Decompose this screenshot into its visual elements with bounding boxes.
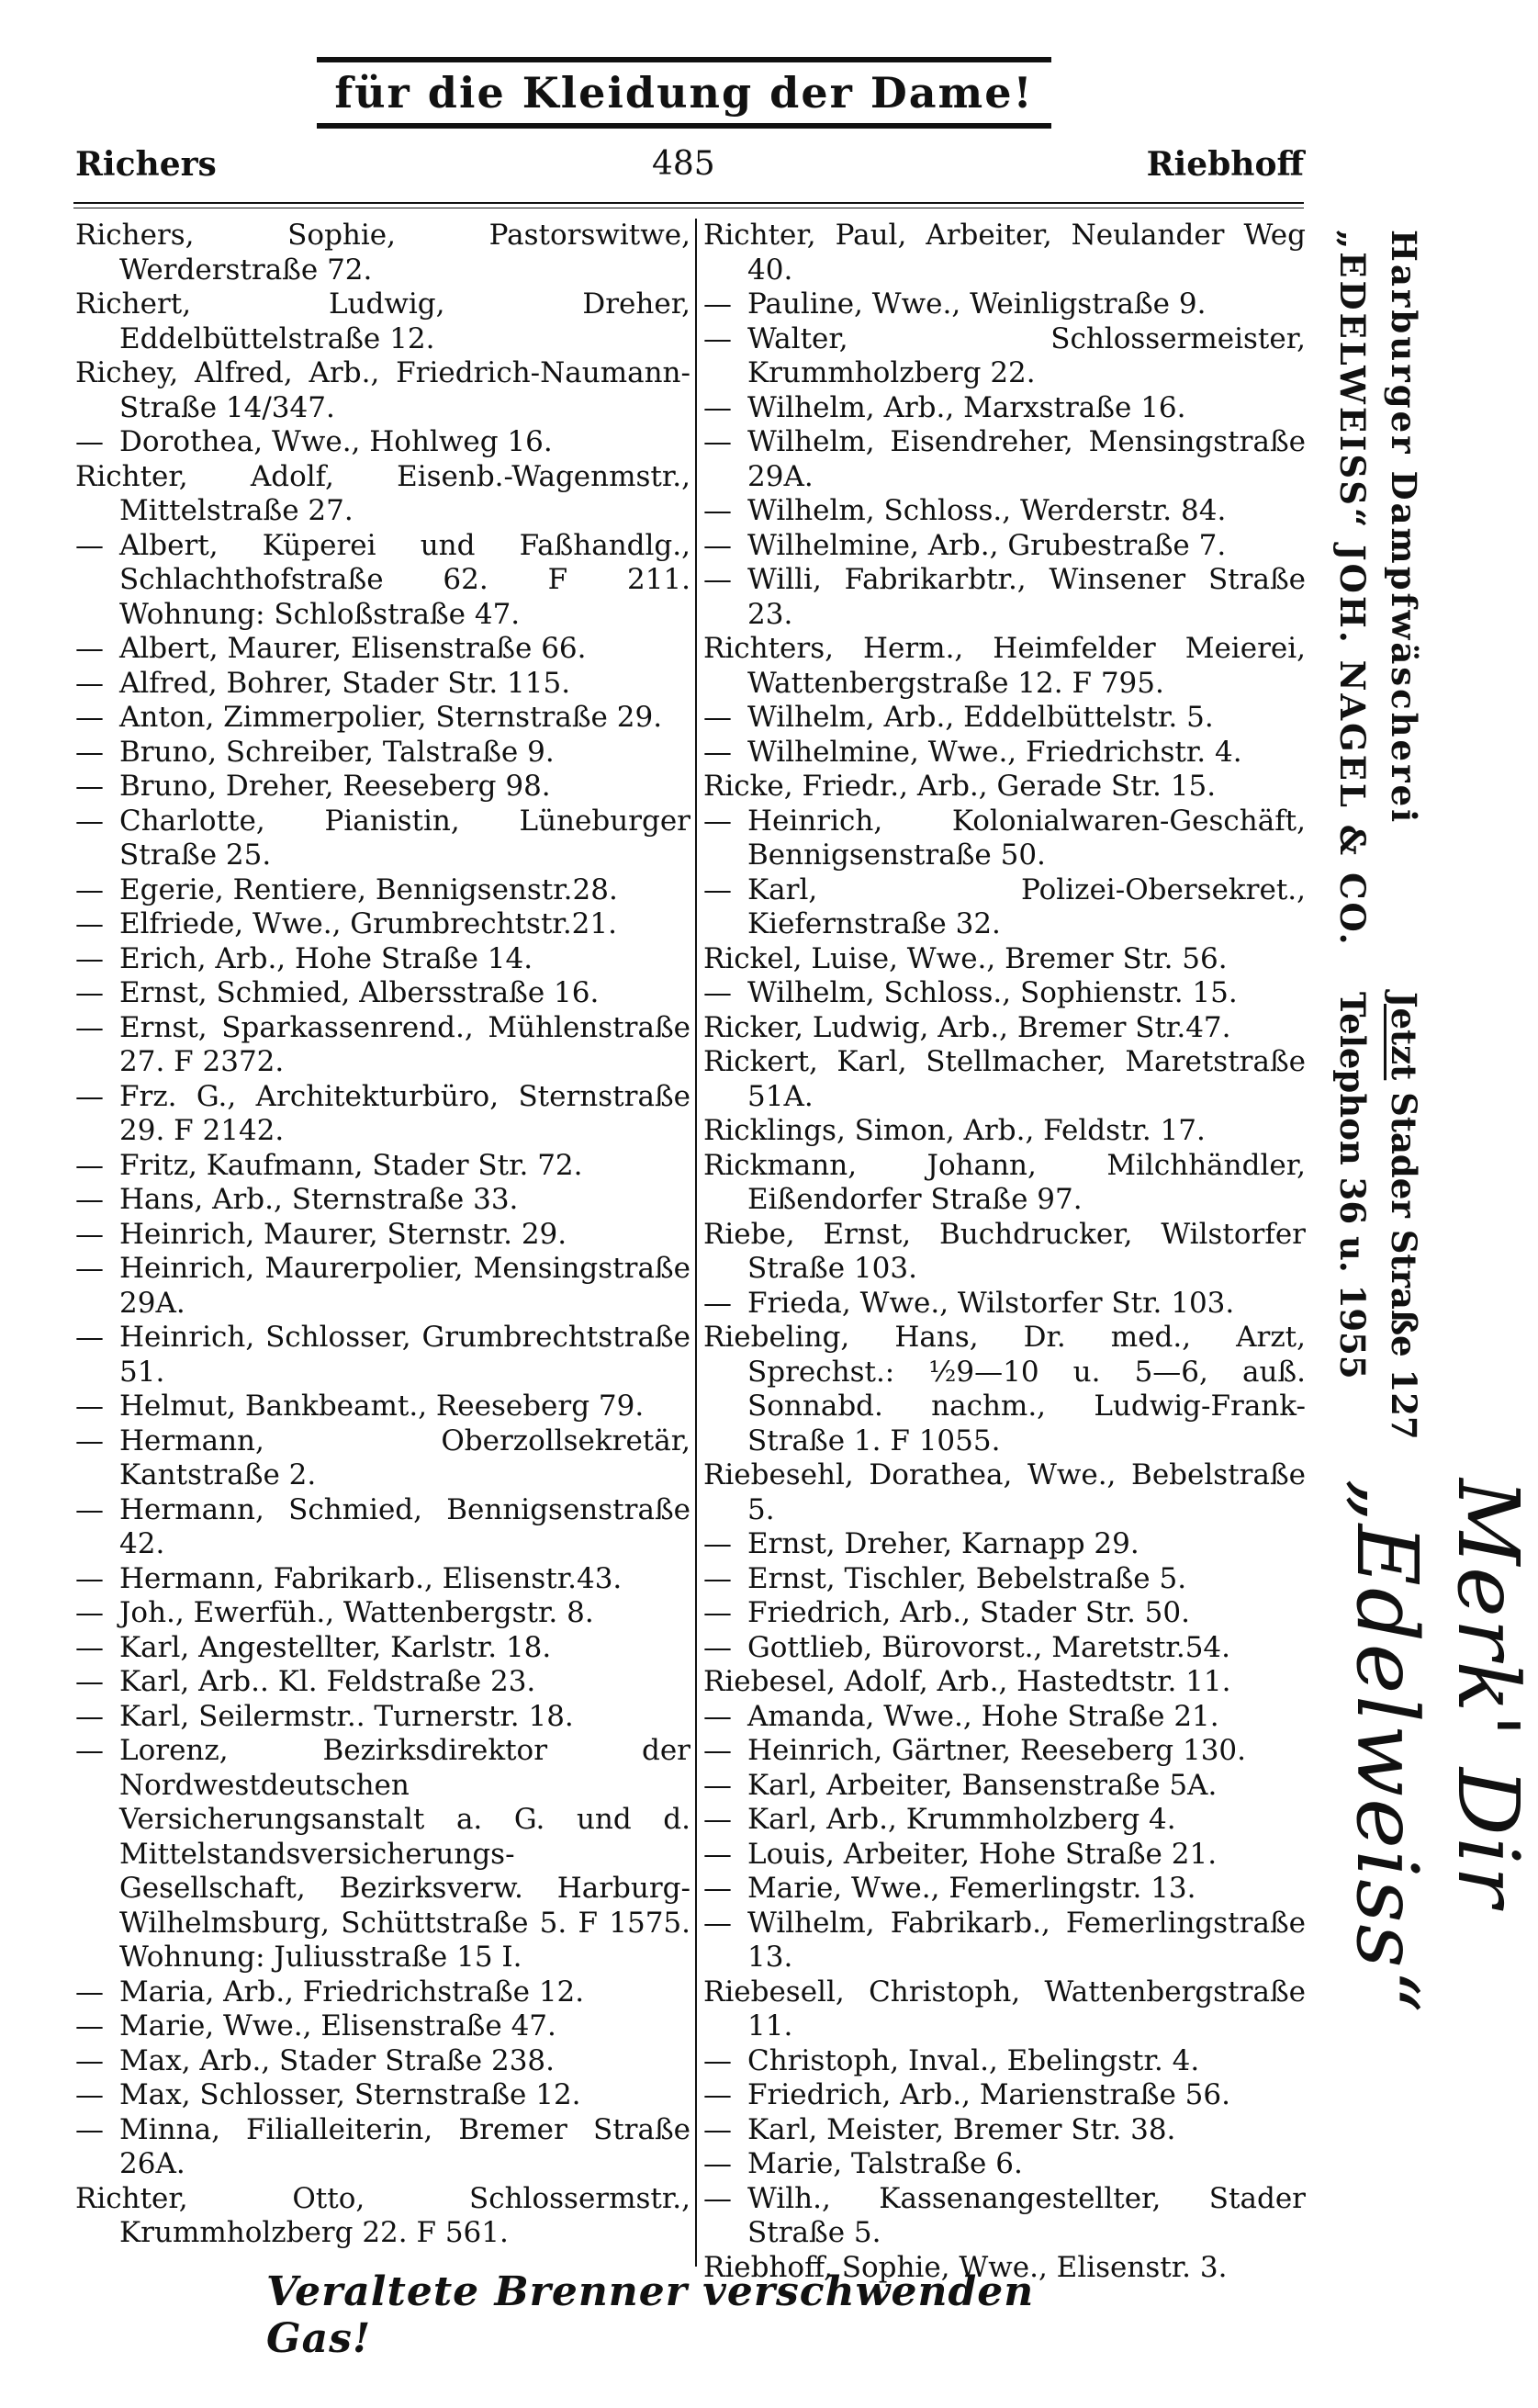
entry-text: Wilh., Kassenangestellter, Stader Straße 5. (747, 2181, 1306, 2249)
directory-subentry (75, 2078, 690, 2113)
directory-entry (75, 460, 690, 529)
directory-subentry (75, 632, 690, 667)
entry-text: Wilhelm, Schloss., Werderstr. 84. (747, 494, 1227, 527)
directory-subentry (703, 1700, 1306, 1735)
directory-subentry (75, 770, 690, 805)
directory-subentry (75, 976, 690, 1011)
repeat-dash: — (75, 2078, 104, 2111)
repeat-dash: — (703, 804, 732, 838)
entry-text: Max, Arb., Stader Straße 238. (119, 2043, 555, 2077)
entry-text: Amanda, Wwe., Hohe Straße 21. (747, 1699, 1219, 1733)
repeat-dash: — (703, 1527, 732, 1560)
directory-entry (703, 219, 1306, 287)
entry-text: Wilhelm, Fabrikarb., Femerlingstraße 13. (747, 1906, 1306, 1974)
side-advertisement-laundry: Harburger Dampfwäscherei „EDELWEISS“ JOH. NAGEL & CO. (1332, 230, 1424, 948)
repeat-dash: — (75, 1975, 104, 2009)
entry-text: Albert, Maurer, Elisenstraße 66. (119, 632, 587, 665)
repeat-dash: — (75, 872, 104, 906)
entry-text: Joh., Ewerfüh., Wattenbergstr. 8. (119, 1596, 594, 1629)
entry-text: Heinrich, Maurer, Sternstr. 29. (119, 1217, 567, 1251)
repeat-dash: — (703, 390, 732, 424)
repeat-dash: — (703, 287, 732, 321)
repeat-dash: — (703, 735, 732, 769)
entry-text: Riebesehl, Dorathea, Wwe., Bebelstraße 5. (703, 1458, 1306, 1526)
directory-subentry (703, 2113, 1306, 2148)
entry-text: Fritz, Kaufmann, Stader Str. 72. (119, 1148, 583, 1182)
repeat-dash: — (75, 2009, 104, 2042)
repeat-dash: — (75, 1010, 104, 1044)
directory-subentry (703, 1872, 1306, 1907)
repeat-dash: — (75, 1561, 104, 1595)
repeat-dash: — (703, 1699, 732, 1733)
entry-text: Rickmann, Johann, Milchhändler, Eißendorfer Straße 97. (703, 1148, 1306, 1216)
directory-subentry (703, 1596, 1306, 1631)
entry-text: Ernst, Dreher, Karnapp 29. (747, 1527, 1139, 1560)
entry-text: Albert, Küperei und Faßhandlg., Schlachthofstraße 62. F 211. Wohnung: Schloßstraße 47. (119, 528, 690, 631)
directory-entry (703, 1458, 1306, 1527)
directory-subentry (75, 1252, 690, 1321)
repeat-dash: — (75, 804, 104, 838)
directory-subentry (75, 1596, 690, 1631)
directory-subentry (75, 1424, 690, 1493)
directory-subentry (75, 2009, 690, 2044)
directory-subentry (75, 942, 690, 977)
entry-text: Karl, Arb.. Kl. Feldstraße 23. (119, 1665, 536, 1698)
entry-text: Marie, Talstraße 6. (747, 2147, 1023, 2180)
repeat-dash: — (75, 1630, 104, 1664)
entry-text: Bruno, Schreiber, Talstraße 9. (119, 735, 555, 769)
entry-text: Riebesell, Christoph, Wattenbergstraße 11. (703, 1975, 1306, 2042)
top-banner: für die Kleidung der Dame! (317, 57, 1051, 129)
directory-entry (703, 1114, 1306, 1149)
left-column (75, 219, 690, 2267)
directory-subentry (703, 736, 1306, 771)
repeat-dash: — (703, 2147, 732, 2180)
repeat-dash: — (703, 425, 732, 458)
entry-text: Richters, Herm., Heimfelder Meierei, Wattenbergstraße 12. F 795. (703, 632, 1306, 700)
directory-subentry (75, 873, 690, 908)
entry-text: Dorothea, Wwe., Hohlweg 16. (119, 425, 553, 458)
entry-text: Hermann, Schmied, Bennigsenstraße 42. (119, 1492, 690, 1560)
entry-text: Riebeling, Hans, Dr. med., Arzt, Sprechst.: ½9—10 u. 5—6, auß. Sonnabd. nachm., Ludwig-Frank-Straße 1. F 1055. (703, 1321, 1306, 1457)
directory-subentry (75, 529, 690, 633)
directory-subentry (75, 701, 690, 736)
entry-text: Karl, Angestellter, Karlstr. 18. (119, 1630, 552, 1664)
repeat-dash: — (75, 735, 104, 769)
directory-subentry (75, 2113, 690, 2182)
repeat-dash: — (75, 701, 104, 734)
repeat-dash: — (703, 1837, 732, 1871)
directory-entry (703, 1218, 1306, 1287)
repeat-dash: — (703, 1872, 732, 1905)
entry-text: Heinrich, Kolonialwaren-Geschäft, Bennigsenstraße 50. (747, 804, 1306, 872)
entry-text: Karl, Arb., Krummholzberg 4. (747, 1803, 1176, 1836)
entry-text: Ricklings, Simon, Arb., Feldstr. 17. (703, 1114, 1206, 1147)
repeat-dash: — (703, 2181, 732, 2215)
directory-subentry (703, 805, 1306, 873)
repeat-dash: — (75, 941, 104, 975)
directory-entry (703, 1149, 1306, 1218)
repeat-dash: — (75, 1492, 104, 1526)
repeat-dash: — (703, 1803, 732, 1836)
entry-text: Richert, Ludwig, Dreher, Eddelbüttelstraße 12. (75, 287, 690, 355)
entry-text: Richter, Otto, Schlossermstr., Krummholzberg 22. F 561. (75, 2181, 690, 2249)
entry-text: Wilhelmine, Arb., Grubestraße 7. (747, 528, 1227, 562)
entry-text: Heinrich, Schlosser, Grumbrechtstraße 51. (119, 1321, 690, 1389)
directory-subentry (75, 1149, 690, 1184)
entry-text: Anton, Zimmerpolier, Sternstraße 29. (119, 701, 663, 734)
repeat-dash: — (703, 1734, 732, 1767)
directory-subentry (75, 736, 690, 771)
entry-text: Richter, Paul, Arbeiter, Neulander Weg 40. (703, 219, 1306, 287)
repeat-dash: — (75, 1079, 104, 1113)
repeat-dash: — (703, 494, 732, 527)
directory-subentry (75, 1734, 690, 1975)
directory-subentry (703, 1838, 1306, 1873)
directory-subentry (703, 1734, 1306, 1769)
header-rule (73, 202, 1304, 204)
entry-text: Karl, Meister, Bremer Str. 38. (747, 2112, 1176, 2146)
repeat-dash: — (703, 321, 732, 355)
directory-subentry (703, 1769, 1306, 1804)
directory-subentry (703, 873, 1306, 942)
repeat-dash: — (703, 2043, 732, 2077)
directory-subentry (703, 2044, 1306, 2079)
repeat-dash: — (703, 1286, 732, 1320)
directory-entry (703, 942, 1306, 977)
directory-entry (703, 1011, 1306, 1046)
entry-text: Karl, Arbeiter, Bansenstraße 5A. (747, 1768, 1218, 1802)
right-column (703, 219, 1306, 2284)
repeat-dash: — (75, 1734, 104, 1767)
repeat-dash: — (75, 907, 104, 940)
directory-subentry (75, 1390, 690, 1424)
repeat-dash: — (75, 770, 104, 803)
entry-text: Elfriede, Wwe., Grumbrechtstr.21. (119, 907, 617, 940)
entry-text: Christoph, Inval., Ebelingstr. 4. (747, 2043, 1200, 2077)
directory-subentry (703, 1803, 1306, 1838)
entry-text: Hermann, Fabrikarb., Elisenstr.43. (119, 1561, 623, 1595)
side-advertisement-slogan: Merk' Dir „Edelweiss“ (1338, 1479, 1537, 2015)
side-advertisement-phone: Stader Straße 127 Telephon 36 u. 1955 (1332, 992, 1424, 1440)
entry-text: Egerie, Rentiere, Bennigsenstr.28. (119, 872, 618, 906)
repeat-dash: — (75, 632, 104, 665)
entry-text: Louis, Arbeiter, Hohe Straße 21. (747, 1837, 1218, 1871)
repeat-dash: — (703, 976, 732, 1009)
repeat-dash: — (703, 1596, 732, 1629)
repeat-dash: — (75, 2043, 104, 2077)
repeat-dash: — (703, 563, 732, 596)
header-first-entry: Richers (75, 145, 217, 184)
entry-text: Lorenz, Bezirksdirektor der Nordwestdeutschen Versicherungsanstalt a. G. und d. Mittelstandsversicherungs-Gesellschaft, Bezirksverw. Harburg-Wilhelmsburg, Schüttstraße 5. F 1575. Wohnung: Juliusstraße 15 I. (119, 1734, 690, 1974)
repeat-dash: — (75, 1217, 104, 1251)
entry-text: Richey, Alfred, Arb., Friedrich-Naumann-Straße 14/347. (75, 356, 690, 424)
entry-text: Richter, Adolf, Eisenb.-Wagenmstr., Mittelstraße 27. (75, 459, 690, 527)
directory-subentry (75, 1493, 690, 1562)
entry-text: Charlotte, Pianistin, Lüneburger Straße 25. (119, 804, 690, 872)
directory-subentry (703, 322, 1306, 391)
repeat-dash: — (75, 976, 104, 1009)
repeat-dash: — (75, 1423, 104, 1457)
entry-text: Heinrich, Maurerpolier, Mensingstraße 29A. (119, 1252, 690, 1320)
directory-subentry (703, 425, 1306, 494)
repeat-dash: — (75, 1390, 104, 1423)
repeat-dash: — (703, 872, 732, 906)
directory-subentry (703, 2147, 1306, 2182)
entry-text: Walter, Schlossermeister, Krummholzberg 22. (747, 321, 1306, 389)
directory-subentry (75, 1183, 690, 1218)
repeat-dash: — (703, 2112, 732, 2146)
directory-subentry (703, 287, 1306, 322)
entry-text: Ernst, Schmied, Albersstraße 16. (119, 976, 600, 1009)
repeat-dash: — (703, 1630, 732, 1664)
directory-entry (75, 356, 690, 425)
directory-entry (75, 219, 690, 287)
directory-subentry (703, 1562, 1306, 1597)
directory-entry (703, 1045, 1306, 1114)
directory-subentry (75, 1218, 690, 1253)
entry-text: Helmut, Bankbeamt., Reeseberg 79. (119, 1390, 645, 1423)
entry-text: Frz. G., Architekturbüro, Sternstraße 29. F 2142. (119, 1079, 690, 1147)
entry-text: Ricke, Friedr., Arb., Gerade Str. 15. (703, 770, 1217, 803)
entry-text: Frieda, Wwe., Wilstorfer Str. 103. (747, 1286, 1235, 1320)
entry-text: Max, Schlosser, Sternstraße 12. (119, 2078, 581, 2111)
directory-subentry (703, 563, 1306, 632)
entry-text: Erich, Arb., Hohe Straße 14. (119, 941, 533, 975)
repeat-dash: — (75, 1665, 104, 1698)
directory-subentry (75, 1631, 690, 1666)
repeat-dash: — (703, 1768, 732, 1802)
directory-subentry (75, 1665, 690, 1700)
entry-text: Ernst, Sparkassenrend., Mühlenstraße 27. F 2372. (119, 1010, 690, 1078)
repeat-dash: — (75, 1252, 104, 1285)
directory-subentry (75, 2044, 690, 2079)
repeat-dash: — (703, 528, 732, 562)
bottom-slogan: Veraltete Brenner verschwenden Gas! (266, 2268, 1035, 2362)
entry-text: Rickert, Karl, Stellmacher, Maretstraße 51A. (703, 1045, 1306, 1113)
entry-text: Richers, Sophie, Pastorswitwe, Werderstraße 72. (75, 219, 690, 287)
directory-subentry (75, 1562, 690, 1597)
directory-subentry (703, 976, 1306, 1011)
entry-text: Wilhelm, Schloss., Sophienstr. 15. (747, 976, 1238, 1009)
entry-text: Bruno, Dreher, Reeseberg 98. (119, 770, 551, 803)
entry-text: Hermann, Oberzollsekretär, Kantstraße 2. (119, 1423, 690, 1491)
repeat-dash: — (703, 1906, 732, 1940)
entry-text: Marie, Wwe., Femerlingstr. 13. (747, 1872, 1196, 1905)
entry-text: Alfred, Bohrer, Stader Str. 115. (119, 666, 571, 700)
directory-entry (703, 632, 1306, 701)
repeat-dash: — (703, 2078, 732, 2111)
repeat-dash: — (75, 1183, 104, 1216)
side-advertisement-now: Jetzt (1384, 992, 1424, 1081)
directory-subentry (703, 1631, 1306, 1666)
directory-subentry (703, 2182, 1306, 2251)
entry-text: Marie, Wwe., Elisenstraße 47. (119, 2009, 556, 2042)
directory-subentry (75, 1975, 690, 2010)
directory-entry (75, 2182, 690, 2251)
column-divider (695, 219, 697, 2267)
entry-text: Wilhelm, Arb., Marxstraße 16. (747, 390, 1186, 424)
repeat-dash: — (75, 1699, 104, 1733)
entry-text: Heinrich, Gärtner, Reeseberg 130. (747, 1734, 1246, 1767)
repeat-dash: — (75, 425, 104, 458)
directory-subentry (75, 805, 690, 873)
directory-subentry (75, 425, 690, 460)
repeat-dash: — (75, 528, 104, 562)
header-last-entry: Riebhoff (1146, 145, 1304, 184)
directory-subentry (703, 391, 1306, 426)
directory-subentry (75, 667, 690, 702)
entry-text: Ricker, Ludwig, Arb., Bremer Str.47. (703, 1010, 1231, 1044)
directory-subentry (703, 529, 1306, 564)
directory-subentry (75, 1700, 690, 1735)
repeat-dash: — (75, 1148, 104, 1182)
directory-subentry (75, 1011, 690, 1080)
entry-text: Karl, Seilermstr.. Turnerstr. 18. (119, 1699, 574, 1733)
entry-text: Willi, Fabrikarbtr., Winsener Straße 23. (747, 563, 1306, 631)
repeat-dash: — (75, 1321, 104, 1354)
directory-entry (703, 1975, 1306, 2044)
directory-entry (75, 287, 690, 356)
entry-text: Riebhoff, Sophie, Wwe., Elisenstr. 3. (703, 2250, 1228, 2284)
directory-entry (703, 770, 1306, 805)
entry-text: Friedrich, Arb., Stader Str. 50. (747, 1596, 1190, 1629)
directory-subentry (75, 1321, 690, 1390)
side-advertisement-address (1327, 992, 1430, 1479)
entry-text: Friedrich, Arb., Marienstraße 56. (747, 2078, 1230, 2111)
repeat-dash: — (75, 2112, 104, 2146)
repeat-dash: — (703, 1561, 732, 1595)
directory-subentry (703, 1287, 1306, 1322)
directory-entry (703, 1321, 1306, 1458)
entry-text: Riebesel, Adolf, Arb., Hastedtstr. 11. (703, 1665, 1231, 1698)
entry-text: Pauline, Wwe., Weinligstraße 9. (747, 287, 1207, 321)
directory-subentry (75, 907, 690, 942)
repeat-dash: — (75, 666, 104, 700)
directory-subentry (703, 1527, 1306, 1562)
directory-entry (703, 1665, 1306, 1700)
directory-subentry (703, 701, 1306, 736)
entry-text: Riebe, Ernst, Buchdrucker, Wilstorfer Straße 103. (703, 1217, 1306, 1285)
entry-text: Wilhelmine, Wwe., Friedrichstr. 4. (747, 735, 1242, 769)
repeat-dash: — (75, 1596, 104, 1629)
entry-text: Ernst, Tischler, Bebelstraße 5. (747, 1561, 1187, 1595)
repeat-dash: — (703, 701, 732, 734)
page-number: 485 (652, 145, 715, 183)
directory-subentry (75, 1080, 690, 1149)
directory-subentry (703, 2078, 1306, 2113)
entry-text: Wilhelm, Eisendreher, Mensingstraße 29A. (747, 425, 1306, 493)
entry-text: Gottlieb, Bürovorst., Maretstr.54. (747, 1630, 1231, 1664)
entry-text: Karl, Polizei-Obersekret., Kiefernstraße 32. (747, 872, 1306, 940)
directory-subentry (703, 494, 1306, 529)
entry-text: Minna, Filialleiterin, Bremer Straße 26A. (119, 2112, 690, 2180)
directory-subentry (703, 1907, 1306, 1975)
entry-text: Wilhelm, Arb., Eddelbüttelstr. 5. (747, 701, 1214, 734)
entry-text: Maria, Arb., Friedrichstraße 12. (119, 1975, 585, 2009)
entry-text: Rickel, Luise, Wwe., Bremer Str. 56. (703, 941, 1228, 975)
entry-text: Hans, Arb., Sternstraße 33. (119, 1183, 519, 1216)
